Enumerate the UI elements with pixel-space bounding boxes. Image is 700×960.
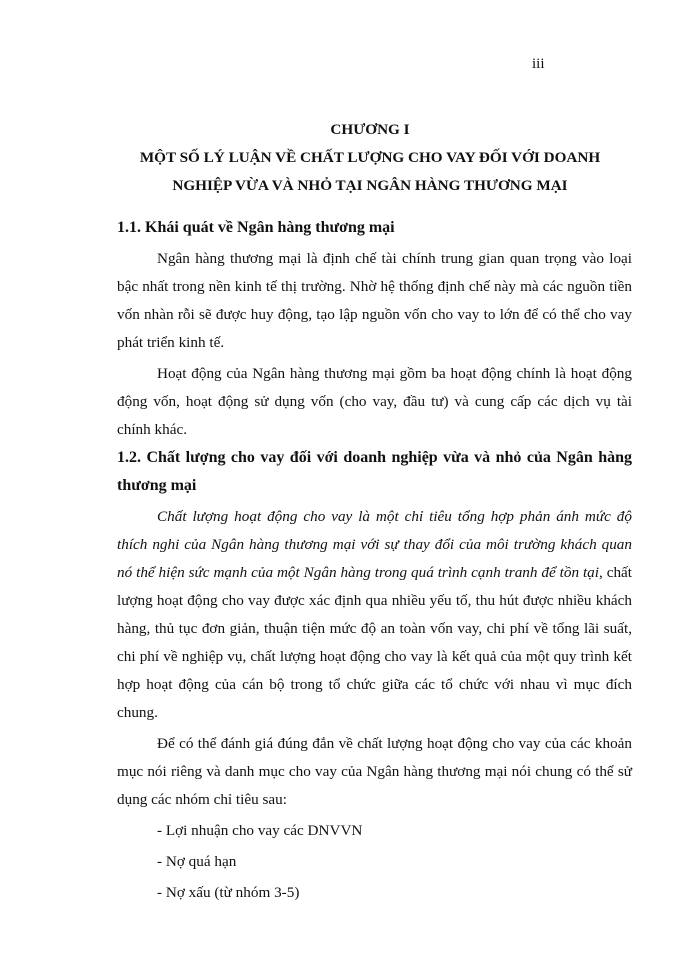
section-1-2-paragraph-1 (117, 503, 632, 727)
list-item: - Nợ xấu (từ nhóm 3-5) (157, 884, 300, 901)
section-1-1-paragraph-1: Ngân hàng thương mại là định chế tài chính trung gian quan trọng vào loại bậc nhất trong nền kinh tế thị trường. Nhờ hệ thống định chế này mà các nguồn tiền vốn nhàn rỗi sẽ được huy động, tạo lập nguồn vốn cho vay to lớn để có thể cho vay phát triển kinh tế. (117, 250, 632, 351)
quality-definition-italic: Chất lượng hoạt động cho vay là một chỉ tiêu tổng hợp phản ánh mức độ thích nghi của Ngân hàng thương mại với sự thay đổi của môi trường khách quan nó thể hiện sức mạnh của một Ngân hàng trong quá trình cạnh tranh để tồn tại (117, 508, 632, 581)
section-1-1-heading: 1.1. Khái quát về Ngân hàng thương mại (117, 219, 395, 236)
list-item: - Lợi nhuận cho vay các DNVVN (157, 822, 363, 839)
section-1-1-paragraph-2: Hoạt động của Ngân hàng thương mại gồm ba hoạt động chính là hoạt động động vốn, hoạt động sử dụng vốn (cho vay, đầu tư) và cung cấp các dịch vụ tài chính khác. (117, 365, 632, 438)
chapter-title-line-2: NGHIỆP VỪA VÀ NHỎ TẠI NGÂN HÀNG THƯƠNG MẠI (172, 177, 568, 194)
chapter-title-line-1: MỘT SỐ LÝ LUẬN VỀ CHẤT LƯỢNG CHO VAY ĐỐI VỚI DOANH (139, 149, 601, 166)
chapter-label: CHƯƠNG I (330, 121, 410, 138)
section-1-2-heading: 1.2. Chất lượng cho vay đối với doanh nghiệp vừa và nhỏ của Ngân hàng thương mại (117, 449, 632, 494)
list-item: - Nợ quá hạn (157, 853, 237, 870)
section-1-2-paragraph-2: Để có thể đánh giá đúng đắn về chất lượng hoạt động cho vay của các khoản mục nói riêng và danh mục cho vay của Ngân hàng thương mại nói chung có thể sử dụng các nhóm chỉ tiêu sau: (117, 735, 632, 808)
quality-definition-rest: , chất lượng hoạt động cho vay được xác định qua nhiều yếu tố, thu hút được nhiều khách hàng, thủ tục đơn giản, thuận tiện mức độ an toàn vốn vay, chi phí về tổng lãi suất, chi phí về nghiệp vụ, chất lượng hoạt động cho vay là kết quả của một quy trình kết hợp hoạt động của cán bộ trong tổ chức giữa các tổ chức với nhau vì mục đích chung. (117, 564, 633, 721)
document-body (117, 214, 632, 907)
chapter-header (110, 116, 630, 200)
page-number: iii (532, 56, 545, 72)
